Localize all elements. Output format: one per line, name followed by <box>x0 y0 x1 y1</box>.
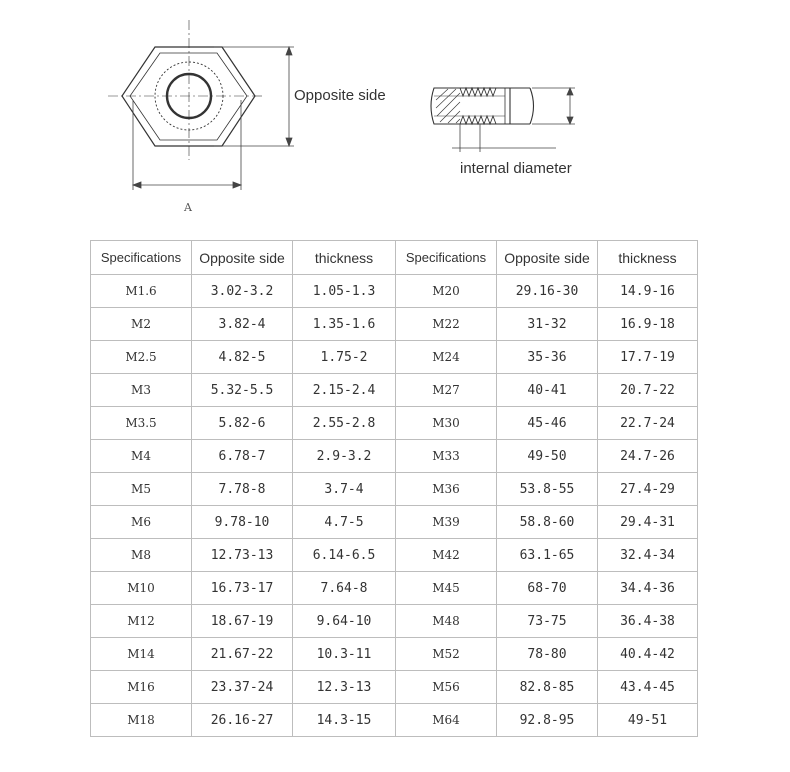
spec-cell: M1.6 <box>91 275 192 308</box>
spec-cell: M12 <box>91 605 192 638</box>
spec-cell: M3.5 <box>91 407 192 440</box>
spec-cell: M14 <box>91 638 192 671</box>
table-row <box>91 704 698 737</box>
opposite-side-cell: 6.78-7 <box>192 440 293 473</box>
thickness-cell-2: 14.9-16 <box>598 275 698 308</box>
thickness-cell: 2.55-2.8 <box>293 407 396 440</box>
thickness-cell: 14.3-15 <box>293 704 396 737</box>
dimension-a-label: A <box>184 201 192 214</box>
opposite-side-cell-2: 63.1-65 <box>497 539 598 572</box>
thickness-cell: 12.3-13 <box>293 671 396 704</box>
thickness-cell-2: 34.4-36 <box>598 572 698 605</box>
opposite-side-cell-2: 45-46 <box>497 407 598 440</box>
opposite-side-cell-2: 92.8-95 <box>497 704 598 737</box>
spec-cell: M2 <box>91 308 192 341</box>
spec-cell: M6 <box>91 506 192 539</box>
table-row <box>91 506 698 539</box>
nut-dimension-diagram <box>0 0 790 230</box>
opposite-side-cell-2: 78-80 <box>497 638 598 671</box>
opposite-side-cell: 5.82-6 <box>192 407 293 440</box>
opposite-side-cell: 16.73-17 <box>192 572 293 605</box>
table-row <box>91 407 698 440</box>
thickness-cell-2: 20.7-22 <box>598 374 698 407</box>
thickness-cell: 7.64-8 <box>293 572 396 605</box>
hex-nut-front-view <box>108 20 262 160</box>
opposite-side-cell-2: 31-32 <box>497 308 598 341</box>
thickness-cell: 4.7-5 <box>293 506 396 539</box>
thickness-cell-2: 36.4-38 <box>598 605 698 638</box>
opposite-side-cell-2: 40-41 <box>497 374 598 407</box>
thickness-cell: 3.7-4 <box>293 473 396 506</box>
table-row <box>91 341 698 374</box>
opposite-side-cell-2: 58.8-60 <box>497 506 598 539</box>
thickness-cell: 10.3-11 <box>293 638 396 671</box>
spec-cell-2: M22 <box>396 308 497 341</box>
opposite-side-cell-2: 29.16-30 <box>497 275 598 308</box>
opposite-side-cell: 12.73-13 <box>192 539 293 572</box>
thickness-cell-2: 32.4-34 <box>598 539 698 572</box>
opposite-side-cell-2: 73-75 <box>497 605 598 638</box>
table-header-row <box>91 241 698 275</box>
opposite-side-cell: 5.32-5.5 <box>192 374 293 407</box>
spec-cell: M4 <box>91 440 192 473</box>
col-header-opposite-side-2: Opposite side <box>497 241 598 275</box>
table-row <box>91 473 698 506</box>
spec-cell: M10 <box>91 572 192 605</box>
thickness-cell-2: 49-51 <box>598 704 698 737</box>
spec-cell-2: M42 <box>396 539 497 572</box>
table-row <box>91 374 698 407</box>
thickness-cell-2: 29.4-31 <box>598 506 698 539</box>
table-row <box>91 308 698 341</box>
table-row <box>91 539 698 572</box>
opposite-side-cell: 26.16-27 <box>192 704 293 737</box>
thickness-cell: 2.15-2.4 <box>293 374 396 407</box>
spec-cell-2: M45 <box>396 572 497 605</box>
opposite-side-cell-2: 49-50 <box>497 440 598 473</box>
spec-cell-2: M39 <box>396 506 497 539</box>
thickness-cell-2: 27.4-29 <box>598 473 698 506</box>
thickness-cell-2: 22.7-24 <box>598 407 698 440</box>
opposite-side-cell-2: 68-70 <box>497 572 598 605</box>
opposite-side-cell: 23.37-24 <box>192 671 293 704</box>
col-header-specifications: Specifications <box>91 241 192 275</box>
opposite-side-cell-2: 35-36 <box>497 341 598 374</box>
opposite-side-cell: 3.82-4 <box>192 308 293 341</box>
spec-cell-2: M20 <box>396 275 497 308</box>
table-row <box>91 275 698 308</box>
table-row <box>91 671 698 704</box>
opposite-side-cell-2: 82.8-85 <box>497 671 598 704</box>
thickness-cell-2: 40.4-42 <box>598 638 698 671</box>
thickness-cell: 2.9-3.2 <box>293 440 396 473</box>
opposite-side-cell: 18.67-19 <box>192 605 293 638</box>
spec-cell-2: M56 <box>396 671 497 704</box>
nut-specifications-table <box>90 240 698 737</box>
hex-nut-side-view <box>431 88 534 124</box>
table-row <box>91 440 698 473</box>
internal-diameter-label: internal diameter <box>460 160 572 177</box>
thickness-cell: 9.64-10 <box>293 605 396 638</box>
thickness-cell-2: 17.7-19 <box>598 341 698 374</box>
spec-cell: M5 <box>91 473 192 506</box>
col-header-thickness: thickness <box>293 241 396 275</box>
thickness-cell-2: 43.4-45 <box>598 671 698 704</box>
col-header-specifications-2: Specifications <box>396 241 497 275</box>
thickness-cell: 1.35-1.6 <box>293 308 396 341</box>
width-a-dimension <box>133 100 241 190</box>
spec-cell-2: M24 <box>396 341 497 374</box>
opposite-side-cell: 7.78-8 <box>192 473 293 506</box>
spec-cell-2: M52 <box>396 638 497 671</box>
thickness-dimension <box>532 88 575 124</box>
opposite-side-label: Opposite side <box>294 87 386 104</box>
spec-cell-2: M30 <box>396 407 497 440</box>
thickness-cell: 1.05-1.3 <box>293 275 396 308</box>
spec-cell-2: M27 <box>396 374 497 407</box>
spec-cell-2: M48 <box>396 605 497 638</box>
opposite-side-cell: 3.02-3.2 <box>192 275 293 308</box>
col-header-opposite-side: Opposite side <box>192 241 293 275</box>
spec-cell: M18 <box>91 704 192 737</box>
table-row <box>91 572 698 605</box>
internal-diameter-leader <box>452 124 556 152</box>
table-row <box>91 638 698 671</box>
spec-cell-2: M33 <box>396 440 497 473</box>
opposite-side-cell-2: 53.8-55 <box>497 473 598 506</box>
thickness-cell: 1.75-2 <box>293 341 396 374</box>
thickness-cell: 6.14-6.5 <box>293 539 396 572</box>
opposite-side-cell: 9.78-10 <box>192 506 293 539</box>
opposite-side-cell: 4.82-5 <box>192 341 293 374</box>
spec-cell: M3 <box>91 374 192 407</box>
thickness-cell-2: 24.7-26 <box>598 440 698 473</box>
thickness-cell-2: 16.9-18 <box>598 308 698 341</box>
spec-cell: M8 <box>91 539 192 572</box>
table-row <box>91 605 698 638</box>
spec-cell: M16 <box>91 671 192 704</box>
col-header-thickness-2: thickness <box>598 241 698 275</box>
opposite-side-cell: 21.67-22 <box>192 638 293 671</box>
spec-cell-2: M64 <box>396 704 497 737</box>
spec-cell-2: M36 <box>396 473 497 506</box>
spec-cell: M2.5 <box>91 341 192 374</box>
